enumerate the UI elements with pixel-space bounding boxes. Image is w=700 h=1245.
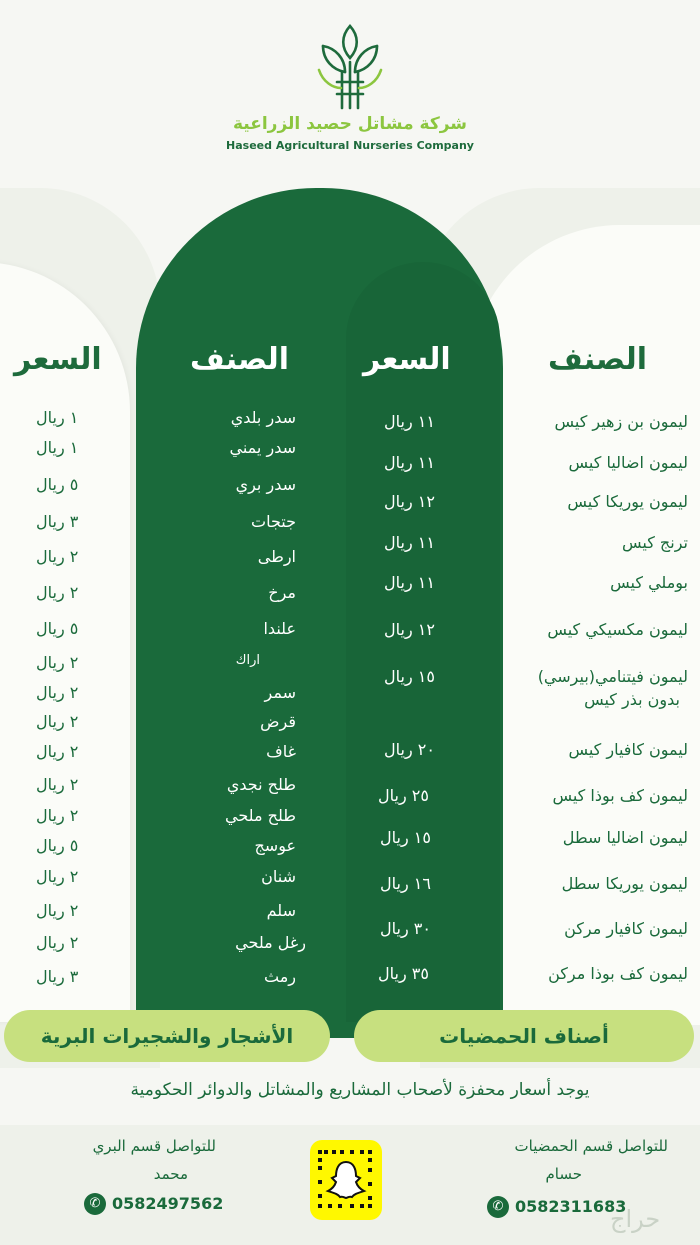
citrus-section-banner: أصناف الحمضيات bbox=[354, 1010, 694, 1062]
citrus-price: ١٦ ريال bbox=[380, 874, 431, 893]
wild-item: طلح نجدي bbox=[226, 775, 296, 794]
wild-item: سلم bbox=[266, 901, 296, 920]
citrus-price: ١١ ريال bbox=[384, 412, 435, 431]
wild-item: سمر bbox=[264, 683, 296, 702]
wild-item: سدر يمني bbox=[229, 438, 296, 457]
citrus-price: ١٥ ريال bbox=[380, 828, 431, 847]
wild-item: سدر بري bbox=[235, 475, 296, 494]
wild-item: قرض bbox=[260, 712, 296, 731]
citrus-contact-phone[interactable]: 0582311683 bbox=[515, 1197, 627, 1216]
citrus-price: ١١ ريال bbox=[384, 453, 435, 472]
wild-item: ارطى bbox=[257, 547, 296, 566]
wild-price: ١ ريال bbox=[36, 408, 79, 427]
citrus-item: ليمون فيتنامي(بيرسي) bbox=[537, 667, 688, 686]
incentive-notice: يوجد أسعار محفزة لأصحاب المشاريع والمشاتل والدوائر الحكومية bbox=[130, 1080, 590, 1100]
wild-item: سدر بلدي bbox=[230, 408, 296, 427]
citrus-item: ليمون مكسيكي كيس bbox=[547, 620, 688, 639]
wild-section-banner: الأشجار والشجيرات البرية bbox=[4, 1010, 330, 1062]
wild-price: ٢ ريال bbox=[36, 547, 79, 566]
wild-item: عوسج bbox=[254, 836, 296, 855]
citrus-price: ١١ ريال bbox=[384, 573, 435, 592]
wild-price: ٢ ريال bbox=[36, 583, 79, 602]
wild-price: ١ ريال bbox=[36, 438, 79, 457]
wild-price: ٥ ريال bbox=[36, 836, 79, 855]
watermark: حراج bbox=[610, 1205, 661, 1233]
wild-price: ٢ ريال bbox=[36, 683, 79, 702]
citrus-item: ليمون بن زهير كيس bbox=[554, 412, 688, 431]
citrus-price: ١٢ ريال bbox=[384, 620, 435, 639]
wild-price-header: السعر bbox=[14, 342, 102, 377]
company-name-english: Haseed Agricultural Nurseries Company bbox=[226, 139, 474, 152]
citrus-item-header: الصنف bbox=[548, 342, 648, 377]
wild-price: ٣ ريال bbox=[36, 967, 79, 986]
citrus-price: ١٢ ريال bbox=[384, 492, 435, 511]
wild-price: ٣ ريال bbox=[36, 512, 79, 531]
whatsapp-icon[interactable]: ✆ bbox=[84, 1193, 106, 1215]
citrus-item: ليمون كف بوذا مركن bbox=[548, 964, 688, 983]
wild-price: ٢ ريال bbox=[36, 775, 79, 794]
wild-item: رمث bbox=[263, 967, 296, 986]
company-name-arabic: شركة مشاتل حصيد الزراعية bbox=[232, 114, 468, 134]
citrus-contact-title: للتواصل قسم الحمضيات bbox=[514, 1137, 668, 1155]
wild-price: ٥ ريال bbox=[36, 619, 79, 638]
citrus-price: ٣٠ ريال bbox=[380, 919, 431, 938]
citrus-price: ٢٠ ريال bbox=[384, 740, 435, 759]
citrus-price: ١١ ريال bbox=[384, 533, 435, 552]
wild-item: علندا bbox=[263, 619, 296, 638]
whatsapp-icon[interactable]: ✆ bbox=[487, 1196, 509, 1218]
wild-item: غاف bbox=[266, 742, 296, 761]
citrus-item: ليمون كف بوذا كيس bbox=[552, 786, 688, 805]
snapchat-qr-code[interactable] bbox=[310, 1140, 382, 1220]
wild-contact-phone[interactable]: 0582497562 bbox=[112, 1194, 224, 1213]
citrus-item: ترنج كيس bbox=[622, 533, 688, 552]
wild-price: ٢ ريال bbox=[36, 867, 79, 886]
company-logo-icon bbox=[315, 20, 385, 112]
wild-item: طلح ملحي bbox=[225, 806, 296, 825]
wild-item: شنان bbox=[261, 867, 296, 886]
wild-price: ٢ ريال bbox=[36, 742, 79, 761]
citrus-item: ليمون كافيار كيس bbox=[568, 740, 688, 759]
citrus-contact-name: حسام bbox=[545, 1165, 582, 1183]
citrus-item: ليمون يوريكا كيس bbox=[567, 492, 688, 511]
citrus-item-line2: بدون بذر كيس bbox=[584, 690, 680, 709]
wild-price: ٢ ريال bbox=[36, 901, 79, 920]
wild-contact-title: للتواصل قسم البري bbox=[92, 1137, 216, 1155]
citrus-price: ٢٥ ريال bbox=[378, 786, 429, 805]
citrus-item: بوملي كيس bbox=[610, 573, 688, 592]
snapchat-ghost-icon bbox=[310, 1140, 382, 1220]
wild-price: ٢ ريال bbox=[36, 712, 79, 731]
wild-price: ٢ ريال bbox=[36, 653, 79, 672]
wild-item: اراك bbox=[235, 653, 260, 668]
citrus-item: ليمون اضاليا سطل bbox=[562, 828, 688, 847]
wild-item: رغل ملحي bbox=[235, 933, 306, 952]
citrus-item: ليمون يوريكا سطل bbox=[561, 874, 688, 893]
citrus-item: ليمون كافيار مركن bbox=[564, 919, 688, 938]
wild-item: مرخ bbox=[268, 583, 296, 602]
citrus-price-header: السعر bbox=[363, 342, 451, 377]
wild-item-header: الصنف bbox=[190, 342, 290, 377]
wild-price: ٥ ريال bbox=[36, 475, 79, 494]
citrus-item: ليمون اضاليا كيس bbox=[568, 453, 688, 472]
wild-price: ٢ ريال bbox=[36, 806, 79, 825]
wild-item: جتجات bbox=[251, 512, 296, 531]
wild-contact-name: محمد bbox=[153, 1165, 188, 1183]
wild-price: ٢ ريال bbox=[36, 933, 79, 952]
citrus-price: ٣٥ ريال bbox=[378, 964, 429, 983]
citrus-price: ١٥ ريال bbox=[384, 667, 435, 686]
